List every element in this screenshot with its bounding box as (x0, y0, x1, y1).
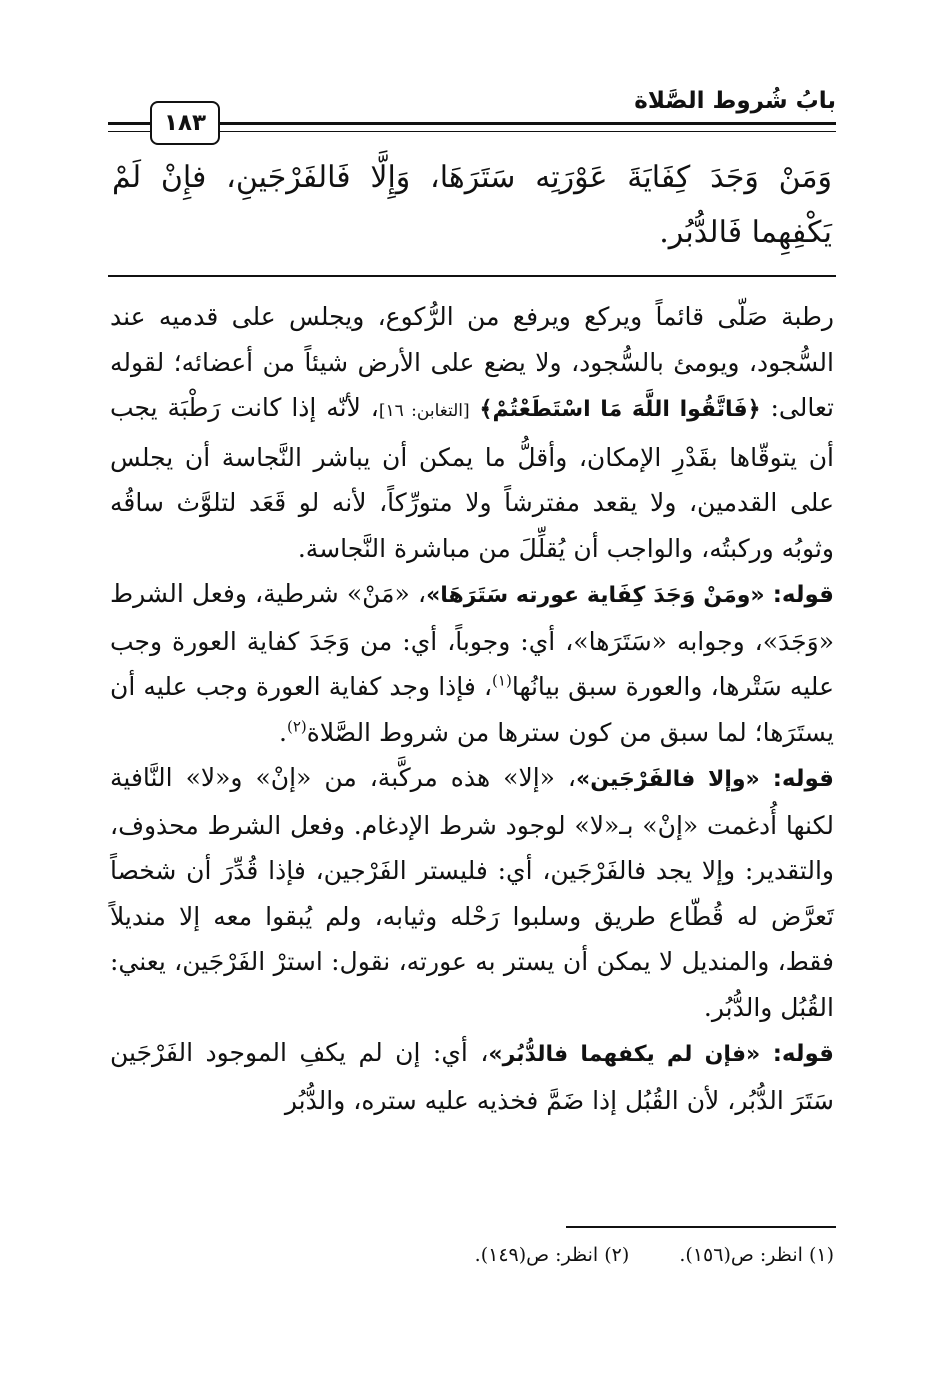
chapter-title: بابُ شُروط الصَّلاة (634, 88, 836, 114)
page-number: ١٨٣ (150, 101, 220, 145)
paragraph-text: ، فإذا وجد كفاية العورة وجب عليه أن يستَرَها؛ لما سبق من كون سترها من شروط الصَّلاة (110, 672, 834, 747)
matn-quote: «وإلا فالفَرْجَين» (575, 767, 760, 792)
footnote-marker: (١) (492, 671, 512, 690)
header-rule-left (108, 122, 150, 132)
paragraph-1 (110, 294, 834, 571)
footnote-marker: (٢) (286, 717, 307, 736)
qawl-label: قوله: (772, 766, 834, 792)
paragraph-text: ، «مَنْ» شرطية، وفعل الشرط «وَجَدَ»، وجوابه «سَتَرَها»، أي: وجوباً، أي: من وَجَدَ كفاية العورة وجب عليه سَتْرها، والعورة سبق بيانُها (110, 579, 834, 701)
matn-divider (108, 275, 836, 277)
paragraph-4 (110, 1030, 834, 1123)
footnote-divider (566, 1226, 836, 1228)
paragraph-text: رطبة صَلّى قائماً ويركع ويرفع من الرُّكوع، ويجلس على قدميه عند السُّجود، ويومئ بالسُّجود، ولا يضع على الأرض شيئاً من أعضائه؛ لقوله تعالى: (110, 302, 834, 422)
qawl-label: قوله: (772, 582, 834, 608)
commentary-body (110, 294, 834, 1123)
quran-verse: ﴿فَاتَّقُوا اللَّهَ مَا اسْتَطَعْتُمْ﴾ (479, 397, 761, 422)
header-rule (216, 122, 836, 132)
verse-reference: [التغابن: ١٦] (378, 401, 470, 421)
matn-text: وَمَنْ وَجَدَ كِفَايَةَ عَوْرَتِه سَتَرَهَا، وَإِلَّا فَالفَرْجَينِ، فإِنْ لَمْ يَكْفِهِما فَالدُّبُر. (112, 160, 832, 250)
paragraph-text: ، أي: إن لم يكفِ الموجود الفَرْجَين سَتَرَ الدُّبُر، لأن القُبُل إذا ضَمَّ فخذيه عليه ستره، والدُّبُر (110, 1038, 834, 1115)
qawl-label: قوله: (772, 1041, 834, 1067)
matn-quote: «ومَنْ وَجَدَ كِفَاية عورته سَتَرَهَا» (426, 583, 765, 608)
footnotes (431, 1240, 834, 1270)
paragraph-2 (110, 571, 834, 755)
paragraph-text: . (279, 717, 287, 747)
matn-quote: «فإن لم يكفهما فالدُّبُر» (488, 1042, 761, 1067)
footnote-2: (٢) انظر: ص(١٤٩). (474, 1244, 630, 1266)
paragraph-text: ، لأنّه إذا كانت رَطْبَة يجب أن يتوقّاها بقَدْرِ الإمكان، وأقلُّ ما يمكن أن يباشر النَّجاسة أن يجلس على القدمين، ولا يقعد مفترشاً ولا متورِّكاً، لأنه لو قَعَد لتلوَّث ساقُه وثوبُه وركبتُه، والواجب أن يُقلِّلَ من مباشرة النَّجاسة. (110, 393, 834, 563)
footnote-1: (١) انظر: ص(١٥٦). (679, 1244, 834, 1266)
paragraph-3 (110, 755, 834, 1030)
paragraph-text: ، «إلا» هذه مركَّبة، من «إنْ» و«لا» النَّافية لكنها أُدغمت «إنْ» بـ«لا» لوجود شرط الإدغام. وفعل الشرط محذوف، والتقدير: وإلا يجد فالفَرْجَين، أي: فليستر الفَرْجين، فإذا قُدِّرَ أن شخصاً تَعرَّض له قُطّاع طريق وسلبوا رَحْله وثيابه، ولم يُبقوا معه إلا منديلاً فقط، والمنديل لا يمكن أن يستر به عورته، نقول: استرْ الفَرْجَين، يعني: القُبُل والدُّبُر. (110, 763, 834, 1022)
